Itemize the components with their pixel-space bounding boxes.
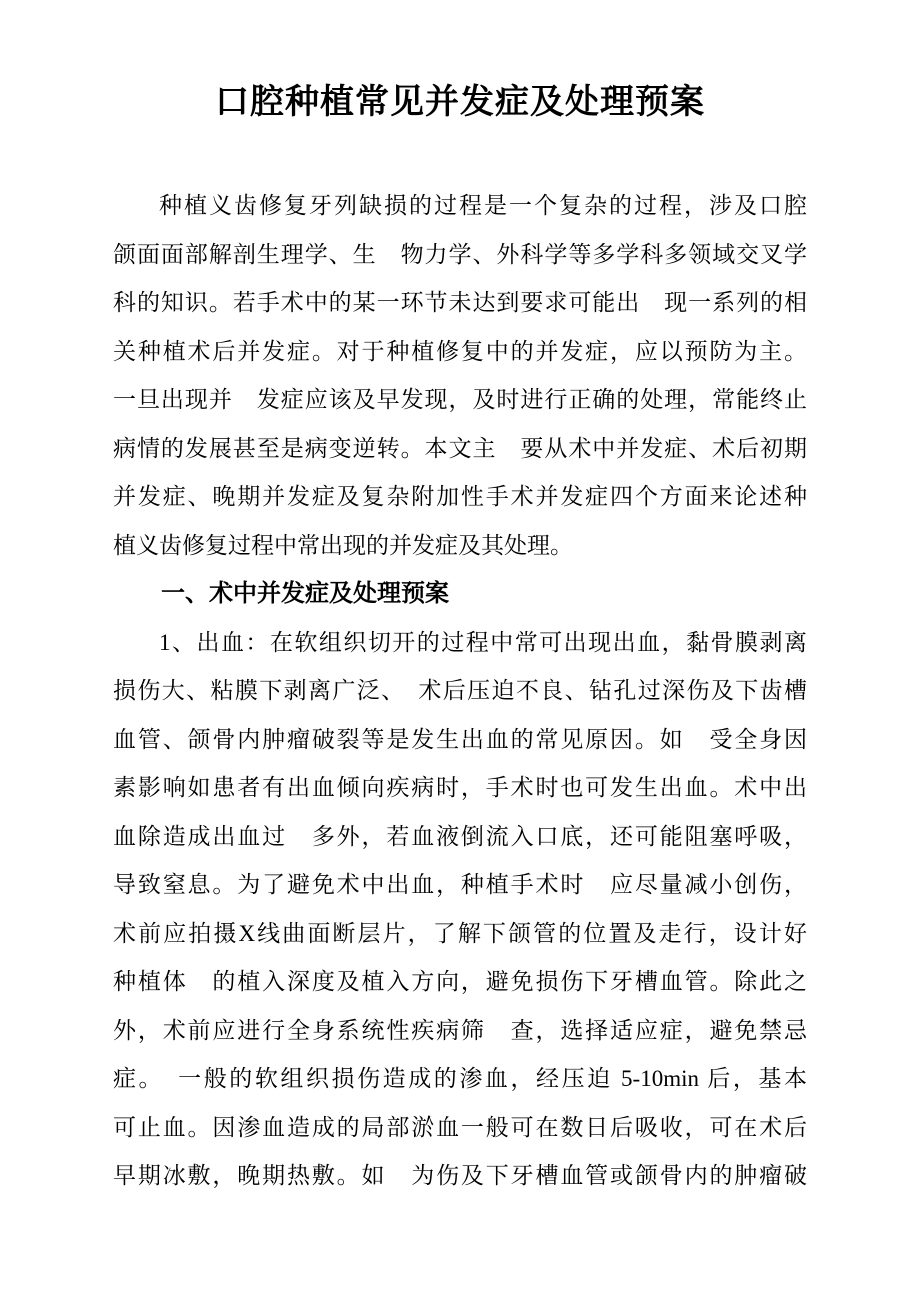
document-body bbox=[113, 182, 807, 1201]
paragraph-line: 种植义齿修复牙列缺损的过程是一个复杂的过程，涉及口腔 bbox=[159, 193, 807, 218]
paragraph-line: 早期冰敷，晚期热敷。如 为伤及下牙槽血管或颌骨内的肿瘤破 bbox=[113, 1163, 807, 1188]
paragraph-line: 血除造成出血过 多外，若血液倒流入口底，还可能阻塞呼吸， bbox=[113, 823, 807, 849]
paragraph-line: 科的知识。若手术中的某一环节未达到要求可能出 现一系列的相 bbox=[113, 290, 807, 315]
paragraph-line: 病情的发展甚至是病变逆转。本文主 要从术中并发症、术后初期 bbox=[113, 435, 807, 461]
section-heading: 一、术中并发症及处理预案 bbox=[161, 580, 449, 607]
paragraph-line: 损伤大、粘膜下剥离广泛、 术后压迫不良、钻孔过深伤及下齿槽 bbox=[113, 678, 807, 703]
paragraph-line: 血管、颌骨内肿瘤破裂等是发生出血的常见原因。如 受全身因 bbox=[113, 726, 807, 752]
paragraph-line: 颌面面部解剖生理学、生 物力学、外科学等多学科多领域交叉学 bbox=[113, 241, 807, 267]
paragraph-line: 并发症、晚期并发症及复杂附加性手术并发症四个方面来论述种 bbox=[113, 484, 807, 509]
paragraph-line: 植义齿修复过程中常出现的并发症及其处理。 bbox=[113, 532, 573, 558]
paragraph-line: 症。 一般的软组织损伤造成的渗血，经压迫 5-10min 后，基本 bbox=[113, 1066, 807, 1091]
paragraph-line: 导致窒息。为了避免术中出血，种植手术时 应尽量减小创伤， bbox=[113, 872, 807, 897]
paragraph-line: 关种植术后并发症。对于种植修复中的并发症，应以预防为主。 bbox=[113, 338, 807, 364]
paragraph-line: 种植体 的植入深度及植入方向，避免损伤下牙槽血管。除此之 bbox=[113, 969, 807, 994]
paragraph-line: 可止血。因渗血造成的局部淤血一般可在数日后吸收，可在术后 bbox=[113, 1114, 807, 1140]
paragraph-line: 素影响如患者有出血倾向疾病时，手术时也可发生出血。术中出 bbox=[113, 775, 807, 800]
paragraph-line: 一旦出现并 发症应该及早发现，及时进行正确的处理，常能终止 bbox=[113, 387, 807, 412]
paragraph-line: 外，术前应进行全身系统性疾病筛 查，选择适应症，避免禁忌 bbox=[113, 1017, 807, 1043]
paragraph-line: 1、出血：在软组织切开的过程中常可出现出血，黏骨膜剥离 bbox=[159, 629, 807, 655]
document-title: 口腔种植常见并发症及处理预案 bbox=[215, 83, 705, 121]
paragraph-line: 术前应拍摄X线曲面断层片，了解下颌管的位置及走行，设计好 bbox=[113, 920, 807, 946]
